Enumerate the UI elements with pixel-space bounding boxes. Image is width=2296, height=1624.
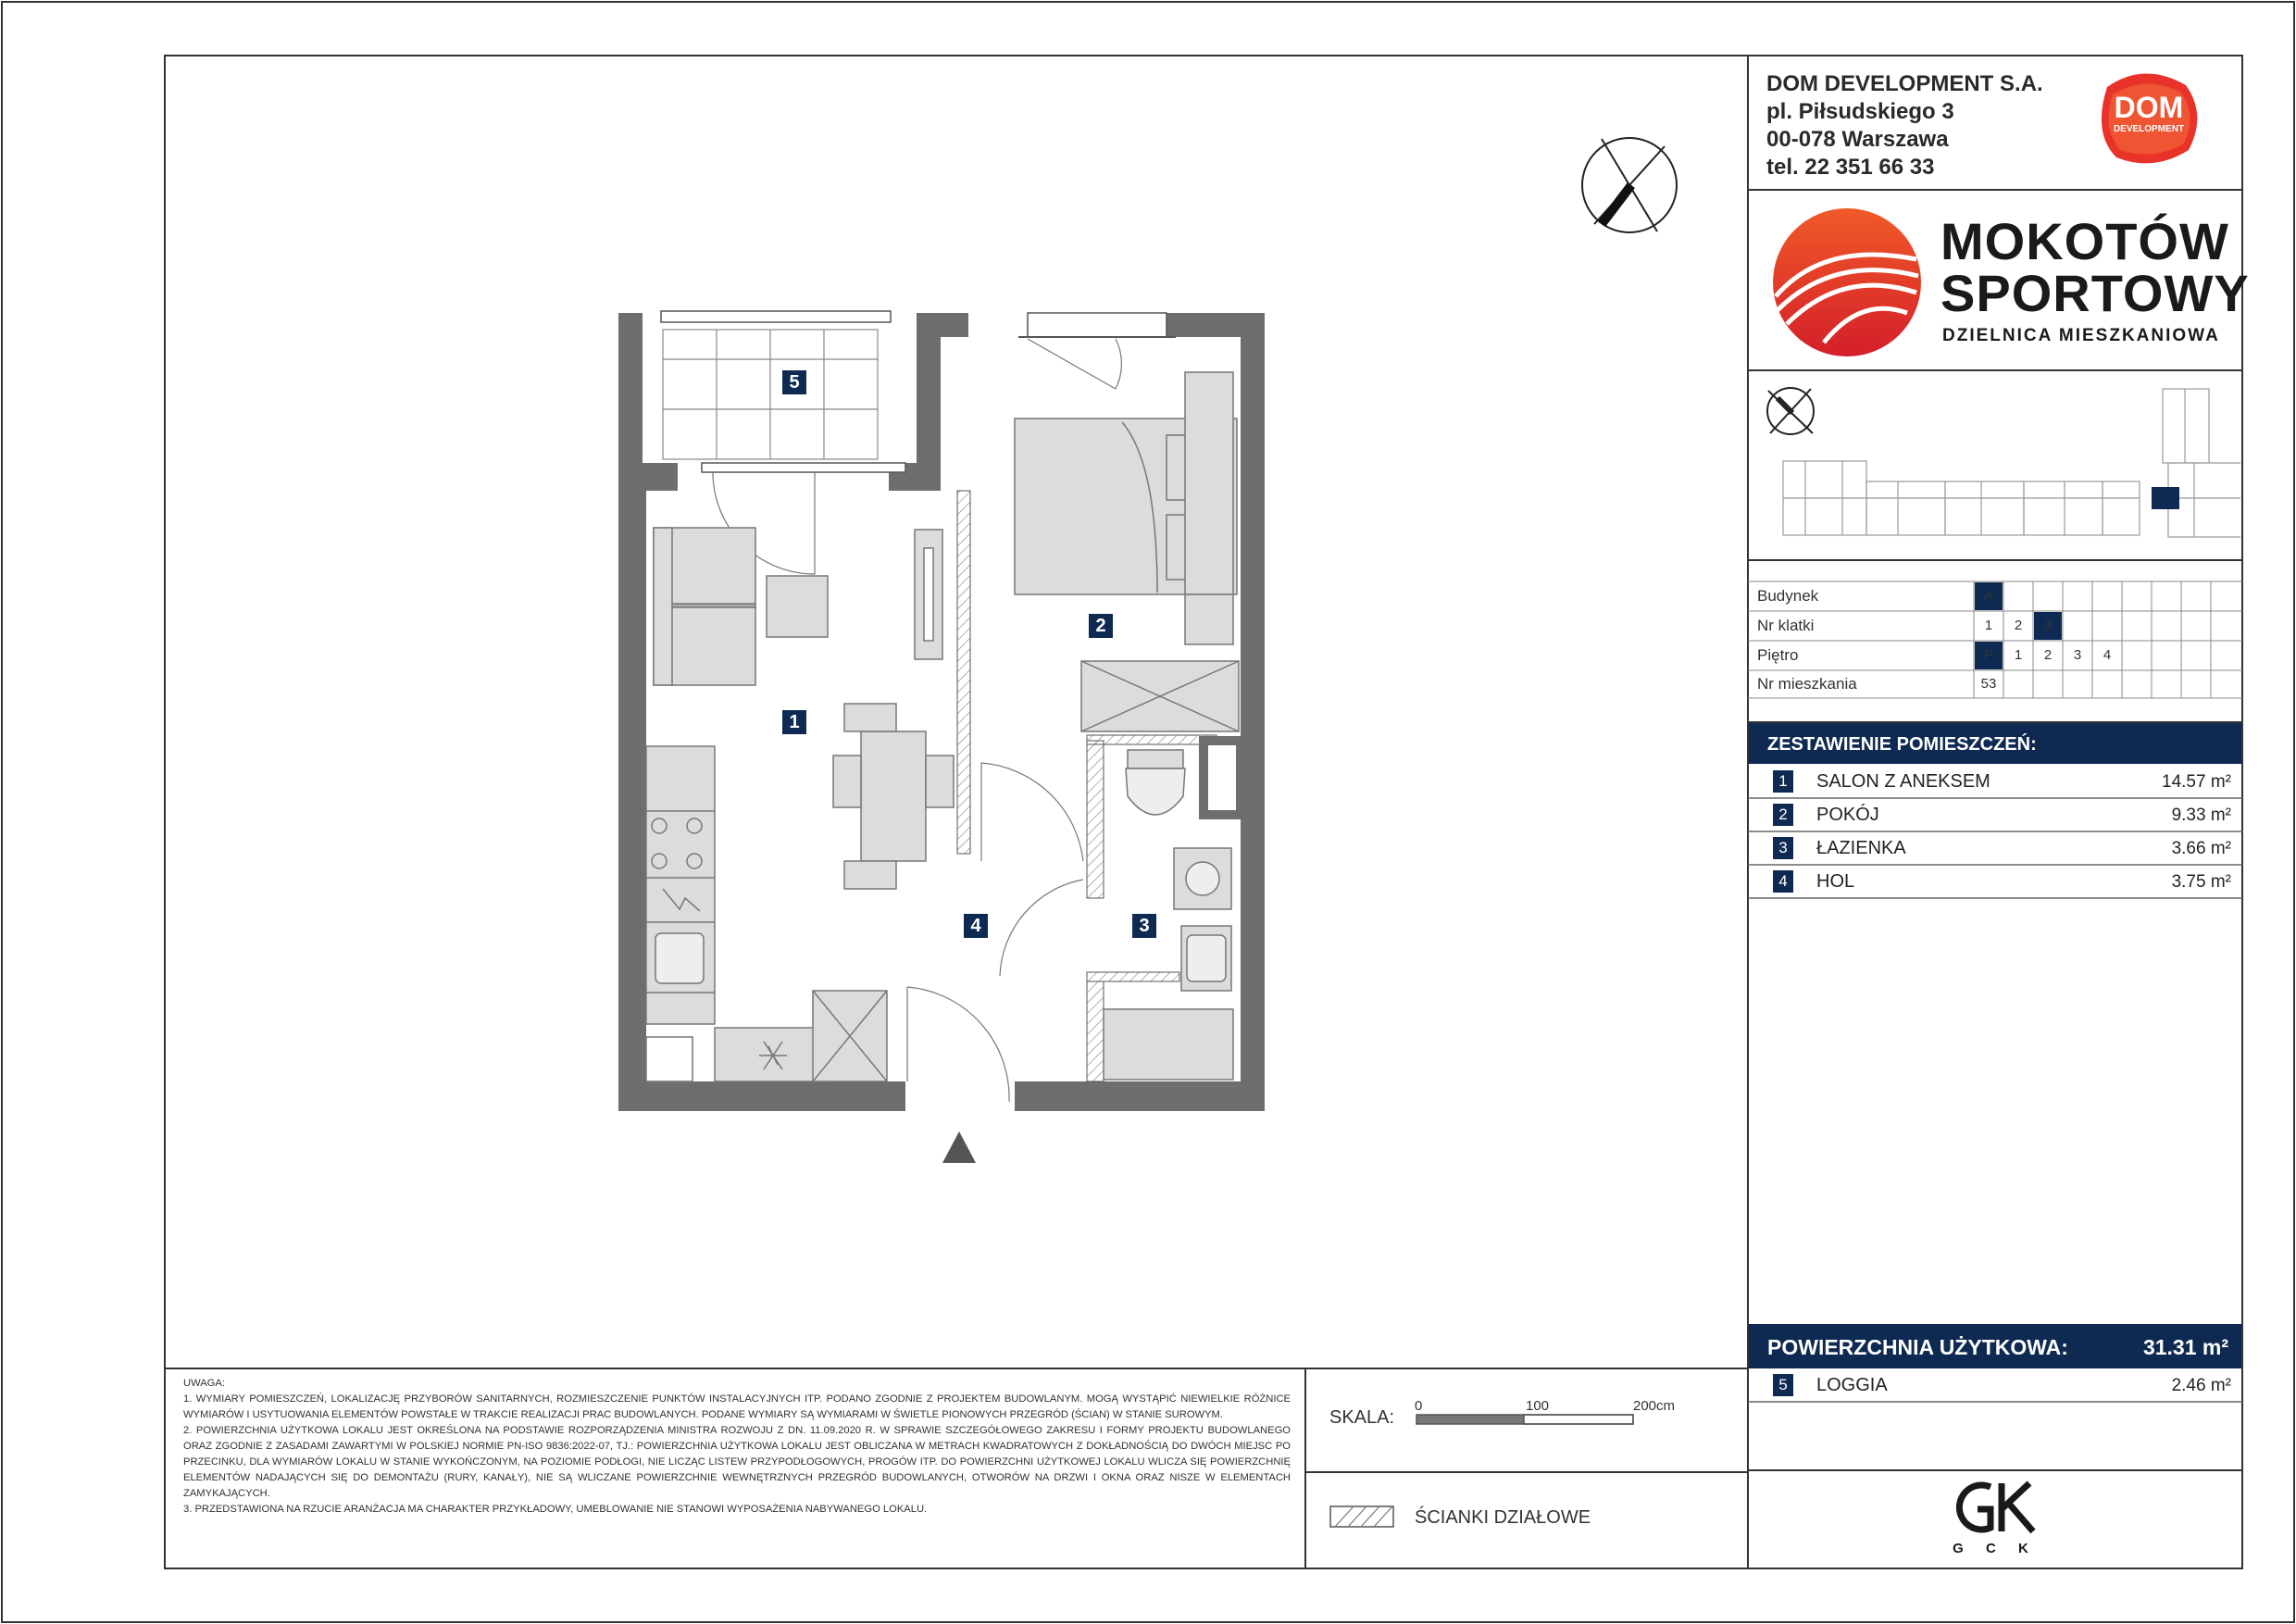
partition-legend-label: ŚCIANKI DZIAŁOWE bbox=[1415, 1507, 1591, 1528]
rooms-header bbox=[1749, 723, 2241, 764]
total-area-value: 31.31 m² bbox=[2142, 1335, 2228, 1359]
loggia-list-number: 5 bbox=[1773, 1374, 1793, 1396]
staircase-value-1: 1 bbox=[1984, 618, 1993, 633]
company-info bbox=[1766, 70, 2043, 181]
rooms-header-text: ZESTAWIENIE POMIESZCZEŃ: bbox=[1767, 734, 2037, 755]
gck-logo bbox=[1944, 1478, 2046, 1561]
room-list-number: 4 bbox=[1773, 870, 1793, 893]
room-list-number: 2 bbox=[1773, 804, 1793, 826]
scale-bar bbox=[1415, 1411, 1637, 1430]
building-value: A bbox=[1975, 582, 2003, 610]
company-phone: tel. 22 351 66 33 bbox=[1766, 155, 1935, 180]
room-list-name: POKÓJ bbox=[1816, 805, 1879, 825]
floor-value-3: 3 bbox=[2073, 647, 2082, 663]
location-label-staircase: Nr klatki bbox=[1757, 617, 1815, 634]
total-area-label: POWIERZCHNIA UŻYTKOWA: bbox=[1767, 1335, 2068, 1359]
dom-logo-sub: DEVELOPMENT bbox=[2113, 124, 2185, 134]
scale-tick-200: 200cm bbox=[1633, 1398, 1676, 1414]
apartment-number: 53 bbox=[1980, 676, 1997, 692]
room-list-name: SALON Z ANEKSEM bbox=[1816, 771, 1990, 792]
partition-wall-hatch-icon bbox=[1329, 1505, 1396, 1530]
plan-label-living-room: 1 bbox=[782, 710, 806, 734]
floor-value-2: 2 bbox=[2043, 647, 2053, 663]
location-label-building: Budynek bbox=[1757, 587, 1819, 605]
gck-logo-mark bbox=[1944, 1478, 2046, 1537]
plan-label-bedroom: 2 bbox=[1089, 614, 1113, 638]
plan-label-bathroom: 3 bbox=[1132, 914, 1156, 938]
dom-development-logo bbox=[2089, 69, 2209, 170]
scale-label: SKALA: bbox=[1329, 1407, 1395, 1428]
plan-label-loggia: 5 bbox=[782, 370, 806, 394]
room-list-area: 9.33 m² bbox=[2171, 806, 2231, 825]
project-name-line2: SPORTOWY bbox=[1940, 264, 2250, 322]
location-label-floor: Piętro bbox=[1757, 646, 1799, 664]
room-list-area: 3.66 m² bbox=[2171, 839, 2231, 858]
project-name-line1: MOKOTÓW bbox=[1940, 212, 2229, 270]
room-list-area: 3.75 m² bbox=[2171, 872, 2231, 892]
staircase-value-2: 2 bbox=[2014, 618, 2023, 633]
dom-logo-main: DOM bbox=[2114, 91, 2184, 124]
floor-value-4: 4 bbox=[2103, 647, 2112, 663]
staircase-value-3: 3 bbox=[2034, 612, 2062, 640]
note-item: 3. PRZEDSTAWIONA NA RZUCIE ARANŻACJA MA CHARAKTER PRZYKŁADOWY, UMEBLOWANIE NIE STANOWI WYPOSAŻENIA NABYWANEGO LOKALU. bbox=[183, 1504, 928, 1515]
company-city: 00-078 Warszawa bbox=[1766, 127, 1949, 152]
key-plan bbox=[1750, 378, 2240, 554]
notes-title: UWAGA: bbox=[183, 1378, 225, 1389]
company-street: pl. Piłsudskiego 3 bbox=[1766, 99, 1954, 124]
room-list-name: HOL bbox=[1816, 871, 1855, 892]
project-subtitle: DZIELNICA MIESZKANIOWA bbox=[1942, 326, 2220, 345]
loggia-list-area: 2.46 m² bbox=[2171, 1376, 2231, 1395]
room-list-name: ŁAZIENKA bbox=[1816, 838, 1906, 858]
company-name: DOM DEVELOPMENT S.A. bbox=[1766, 71, 2043, 96]
project-logo bbox=[1768, 204, 2250, 361]
note-item: 2. POWIERZCHNIA UŻYTKOWA LOKALU JEST OKREŚLONA NA PODSTAWIE ROZPORZĄDZENIA MINISTRA ROZWOJU Z DN. 11.09.2020 R. W SPRAWIE SZCZEGÓŁOWEGO ZAKRESU I FORMY PROJEKTU BUDOWLANEGO ORAZ ZGODNIE Z ZASADAMI ZAWARTYMI W POLSKIEJ NORMIE PN-ISO 9836:2022-07, TJ.: POWIERZCHNIA UŻYTKOWA LOKALU JEST OBLICZANA W METRACH KWADRATOWYCH Z DOKŁADNOŚCIĄ DO DWÓCH MIEJSC PO PRZECINKU, DLA WYMIARÓW LOKALU W STANIE WYKOŃCZONYM, NA POZIOMIE PODŁOGI, NIE LICZĄC LISTEW PRZYPODŁOGOWYCH, PROGÓW ITP. DO POWIERZCHNI UŻYTKOWEJ LOKALU WLICZA SIĘ POWIERZCHNIĘ ELEMENTÓW NADAJĄCYCH SIĘ DO DEMONTAŻU (RURY, KANAŁY), NIE SĄ WLICZANE POWIERZCHNIE WEWNĘTRZNYCH PRZEGRÓD BUDOWLANYCH, OTWORÓW NA DRZWI I OKNA ORAZ NISZE W ELEMENTACH ZAMYKAJĄCYCH. bbox=[183, 1425, 1291, 1499]
project-logo-mark bbox=[1768, 204, 1926, 361]
room-list-number: 1 bbox=[1773, 770, 1793, 793]
floor-value-p: P bbox=[1975, 642, 2003, 669]
note-item: 1. WYMIARY POMIESZCZEŃ, LOKALIZACJĘ PRZYBORÓW SANITARNYCH, ROZMIESZCZENIE PUNKTÓW INSTALACYJNYCH ITP. PODANO ZGODNIE Z PROJEKTEM BUDOWLANYM. MOGĄ WYSTĄPIĆ NIEWIELKIE RÓŻNICE WYMIARÓW I USYTUOWANIA ELEMENTÓW POWSTAŁE W TRAKCIE REALIZACJI PRAC BUDOWLANYCH. PODANE WYMIARY SĄ WYMIARAMI W ŚWIETLE PIONOWYCH PRZEGRÓD (ŚCIAN) W STANIE SUROWYM. bbox=[183, 1393, 1291, 1420]
gck-logo-text: G C K bbox=[1953, 1541, 2038, 1556]
location-label-apartment: Nr mieszkania bbox=[1757, 675, 1857, 693]
plan-label-hall: 4 bbox=[964, 914, 988, 938]
room-list-area: 14.57 m² bbox=[2162, 772, 2231, 792]
total-area-bar bbox=[1749, 1324, 2241, 1368]
scale-tick-0: 0 bbox=[1415, 1398, 1423, 1414]
scale-tick-100: 100 bbox=[1526, 1398, 1550, 1414]
room-list-number: 3 bbox=[1773, 837, 1793, 859]
floor-value-1: 1 bbox=[2014, 647, 2023, 663]
floor-plan bbox=[611, 306, 1278, 1176]
north-arrow-icon bbox=[1574, 133, 1685, 244]
notes-block bbox=[183, 1376, 1291, 1518]
loggia-list-name: LOGGIA bbox=[1816, 1375, 1888, 1395]
